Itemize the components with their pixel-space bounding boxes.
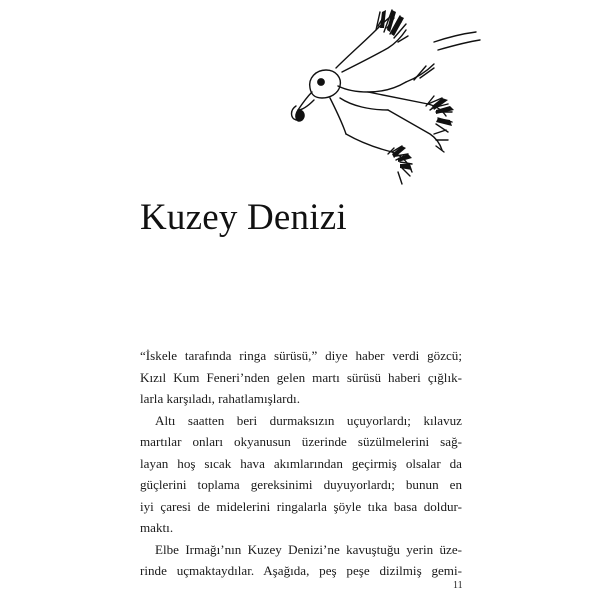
text-line: “İskele tarafında ringa sürüsü,” diye haber verdi gözcü; [140,348,462,363]
seagull-sketch-icon [284,6,484,192]
text-line: martılar onları okyanusun üzerinde süzülmelerini sağ- [140,434,462,449]
text-line: larla karşıladı, rahatlamışlardı. [140,391,300,406]
chapter-title: Kuzey Denizi [140,197,347,238]
text-line: Kızıl Kum Feneri’nden gelen martı sürüsü haberi çığlık- [140,369,462,385]
text-line: maktı. [140,520,174,535]
body-text [140,345,462,582]
text-line: rinde uçmaktaydılar. Aşağıda, peş peşe dizilmiş gemi- [140,563,462,578]
text-line: iyi çaresi de midelerini ringalarla şöyle tıka basa doldur- [140,498,462,514]
page-number: 11 [453,580,463,591]
text-line: Altı saatten beri durmaksızın uçuyorlardı; kılavuz [155,412,462,428]
text-line: layan hoş sıcak hava akımlarından geçirmiş olsalar da [140,455,462,471]
text-line: Elbe Irmağı’nın Kuzey Denizi’ne kavuştuğu yerin üze- [155,541,462,557]
text-line: güçlerini toplama gereksinimi duyuyorlardı; bunun en [140,477,462,492]
